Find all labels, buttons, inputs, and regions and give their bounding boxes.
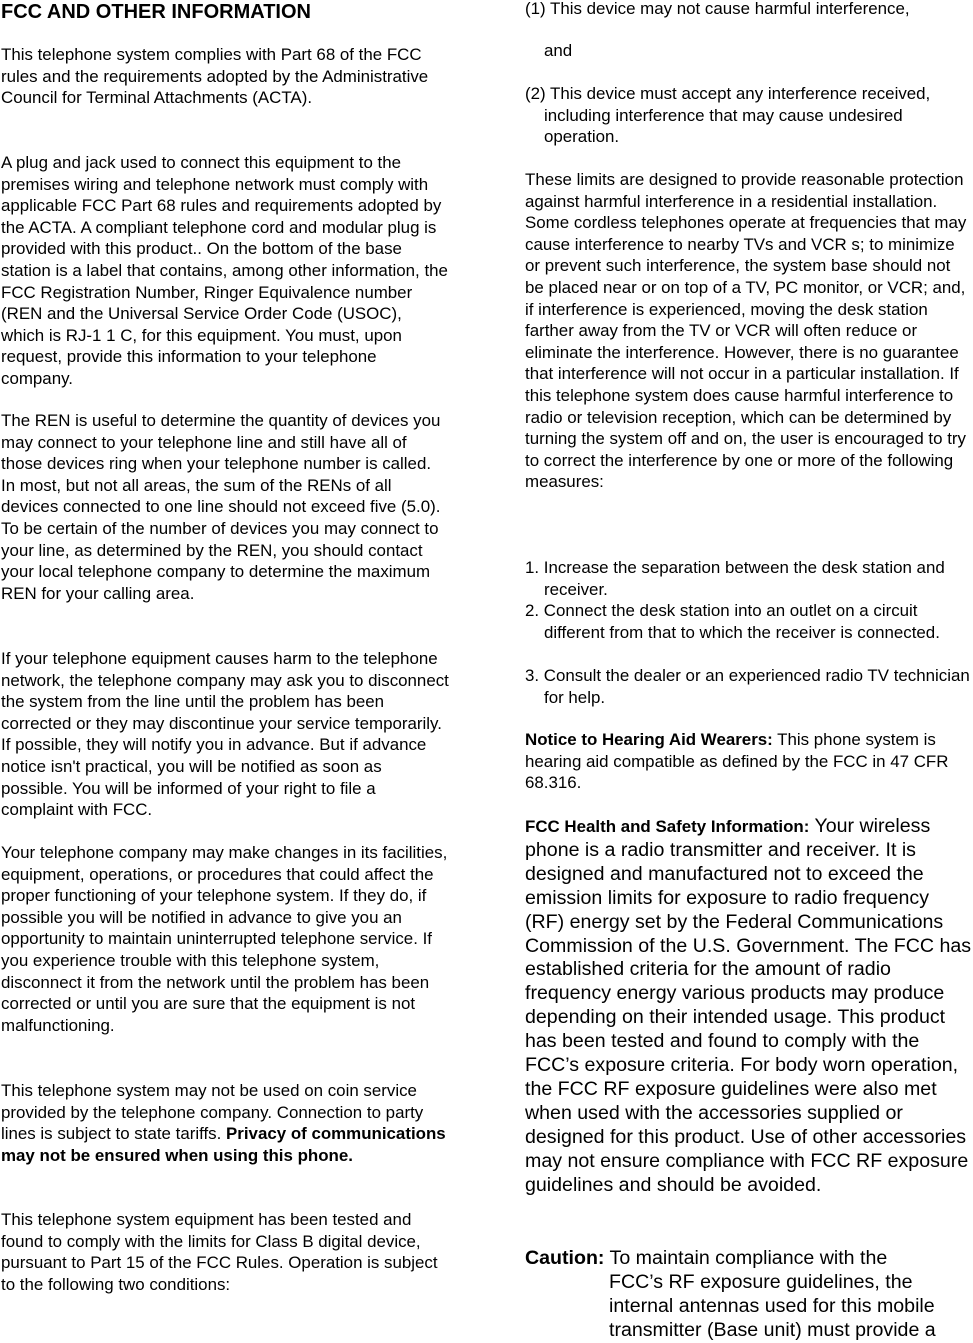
caution-text: FCC’s RF exposure guidelines, the internal antennas used for this mobile transmitter (Base unit) must provide a — [609, 1270, 936, 1341]
ren-paragraph: The REN is useful to determine the quantity of devices you may connect to your telephone line and still have all of those devices ring when your telephone number is called. In most, but not all areas, the sum of the RENs of all devices connected to one line should not exceed five (5.0). To be certain of the number of devices you may connect to your line, as determined by the REN, you should contact your local telephone company to determine the maximum REN for your calling area. — [1, 411, 441, 603]
measure-3: 3. Consult the dealer or an experienced radio TV technician for help. — [525, 666, 970, 707]
plug-jack-paragraph: A plug and jack used to connect this equipment to the premises wiring and telephone network must comply with applicable FCC Part 68 rules and requirements adopted by the ACTA. A compliant telephone cord and modular plug is provided with this product.. On the bottom of the base station is a label that contains, among other information, the FCC Registration Number, Ringer Equivalence number (REN and the Universal Service Order Code (USOC), which is RJ-1 1 C, for this equipment. You must, upon request, provide this information to your telephone company. — [1, 153, 448, 388]
condition-and: and — [544, 41, 573, 60]
hearing-aid-text: This phone system is hearing aid compatible as defined by the FCC in 47 CFR 68.316. — [525, 730, 949, 793]
coin-service-paragraph — [1, 1080, 449, 1166]
hearing-aid-notice — [525, 729, 973, 794]
hearing-aid-label: Notice to Hearing Aid Wearers: — [525, 730, 773, 749]
health-safety-section — [525, 815, 973, 1198]
privacy-notice: Privacy of communications may not be ensured when using this phone. — [1, 1124, 446, 1165]
page-title: FCC AND OTHER INFORMATION — [1, 1, 311, 23]
limits-paragraph: These limits are designed to provide reasonable protection against harmful interference in a residential installation. Some cordless telephones operate at frequencies that may cause interference to nearby TVs and VCR s; to minimize or prevent such interference, the system base should not be placed near or on top of a TV, PC monitor, or VCR; and, if interference is experienced, moving the desk station farther away from the TV or VCR will often reduce or eliminate the interference. However, there is no guarantee that interference will not occur in a particular installation. If this telephone system does cause harmful interference to radio or television reception, which can be determined by turning the system off and on, the user is encouraged to try to correct the interference by one or more of the following measures: — [525, 170, 967, 492]
coin-service-text: This telephone system may not be used on coin service provided by the telephone company. Connection to party lines is subject to state tariffs. — [1, 1081, 424, 1144]
service-changes-paragraph: Your telephone company may make changes in its facilities, equipment, operations, or procedures that could affect the proper functioning of your telephone system. If they do, if possible you will be notified in advance to give you an opportunity to maintain uninterrupted telephone service. If you experience trouble with this telephone system, disconnect it from the network until the problem has been corrected or until you are sure that the equipment is not malfunctioning. — [1, 843, 448, 1035]
caution-label: Caution: — [525, 1247, 605, 1269]
compliance-paragraph: This telephone system complies with Part 68 of the FCC rules and the requirements adopted by the Administrative Council for Terminal Attachments (ACTA). — [1, 45, 429, 108]
caution-section — [525, 1247, 973, 1343]
condition-2: (2) This device must accept any interference received, including interference that may cause undesired operation. — [525, 84, 931, 147]
health-safety-text: Your wireless phone is a radio transmitter and receiver. It is designed and manufactured not to exceed the emission limits for exposure to radio frequency (RF) energy set by the Federal Communications Commission of the U.S. Government. The FCC has established criteria for the amount of radio frequency energy various products may produce depending on their intended usage. This product has been tested and found to comply with the FCC’s exposure criteria. For body worn operation, the FCC RF exposure guidelines were also met when used with the accessories supplied or designed for this product. Use of other accessories may not ensure compliance with FCC RF exposure guidelines and should be avoided. — [525, 815, 972, 1196]
measure-2: 2. Connect the desk station into an outlet on a circuit different from that to which the receiver is connected. — [525, 601, 940, 642]
caution-first-line: To maintain compliance with the — [604, 1247, 888, 1269]
condition-1: (1) This device may not cause harmful interference, — [525, 0, 910, 18]
class-b-paragraph: This telephone system equipment has been tested and found to comply with the limits for Class B digital device, pursuant to Part 15 of the FCC Rules. Operation is subject to the following two conditions: — [1, 1210, 438, 1294]
health-safety-label: FCC Health and Safety Information: — [525, 817, 810, 836]
network-harm-paragraph: If your telephone equipment causes harm to the telephone network, the telephone company may ask you to disconnect the system from the line until the problem has been corrected or they may discontinue your service temporarily. If possible, they will notify you in advance. But if advance notice isn't practical, you will be notified as soon as possible. You will be informed of your right to file a complaint with FCC. — [1, 649, 449, 820]
measure-1: 1. Increase the separation between the desk station and receiver. — [525, 558, 945, 599]
